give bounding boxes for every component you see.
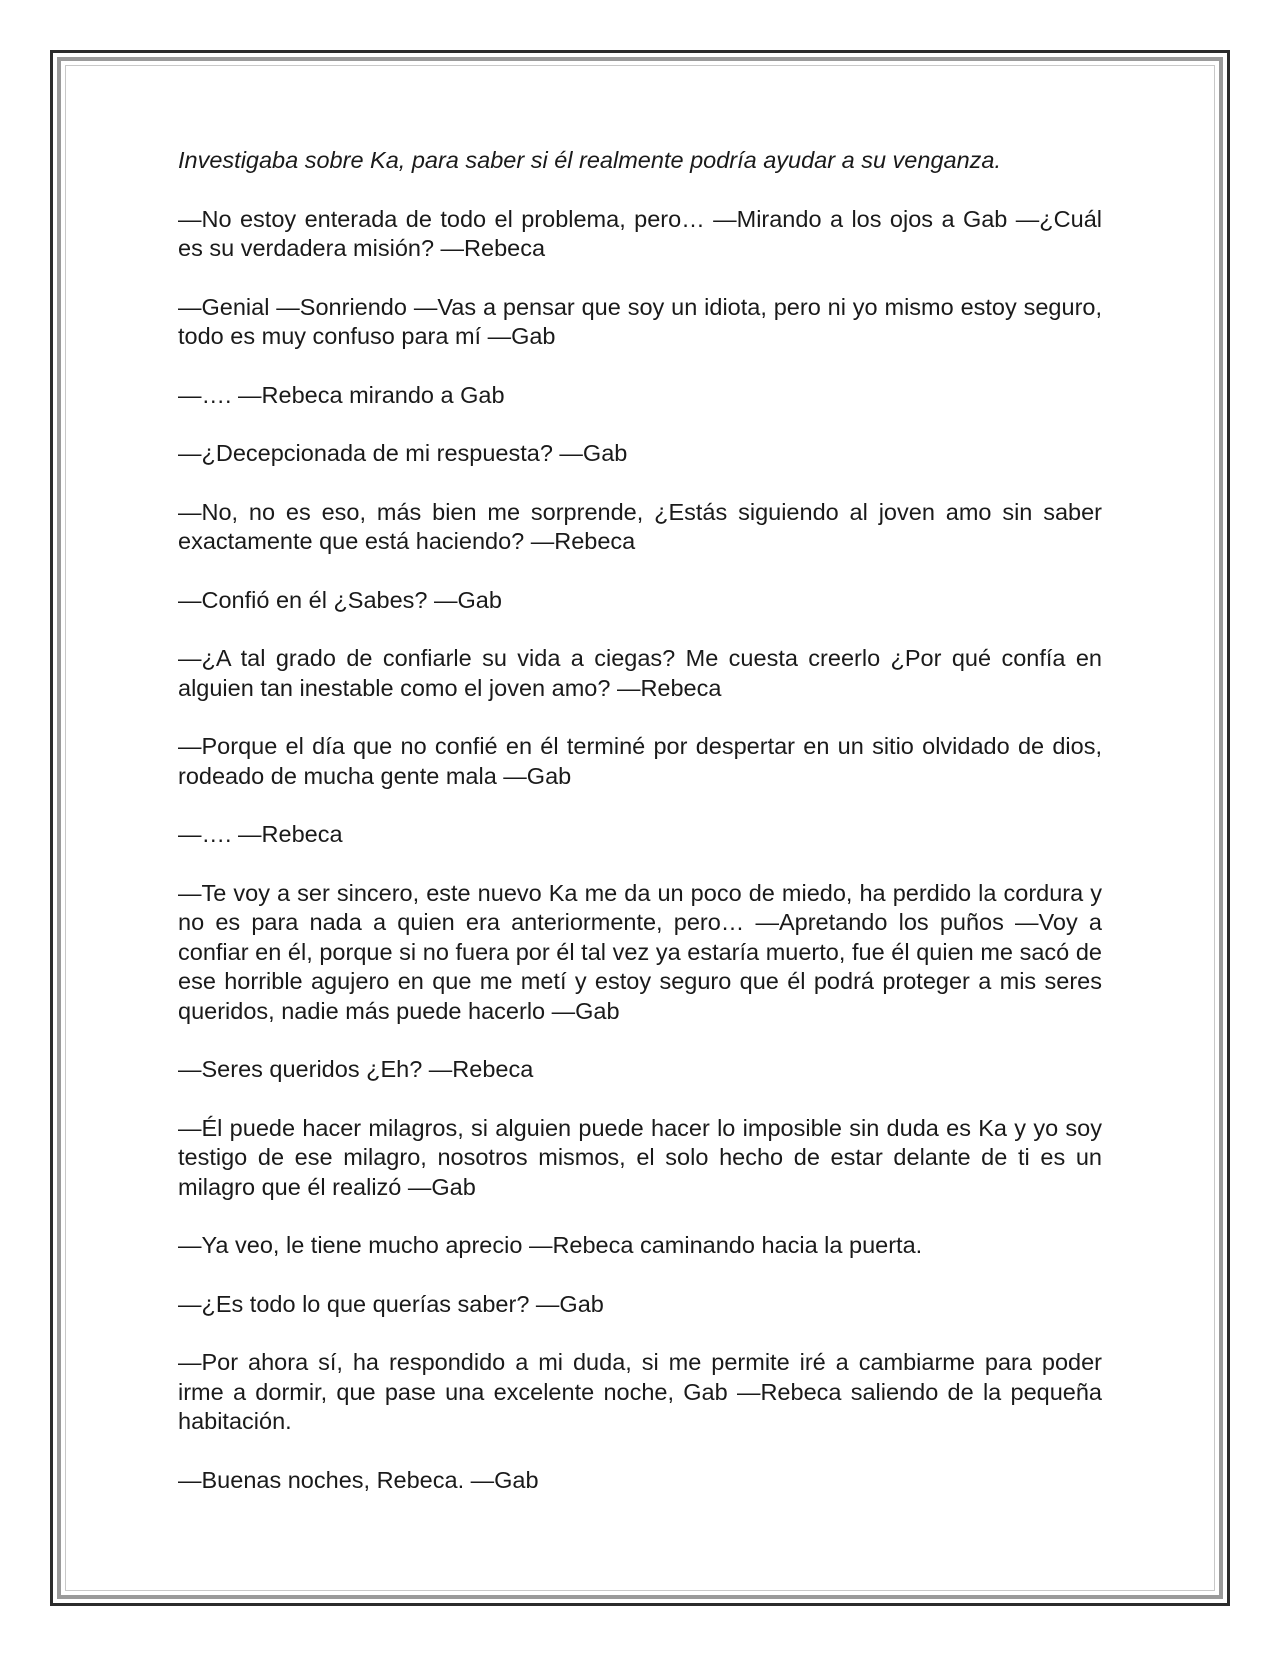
dialogue-paragraph: —Seres queridos ¿Eh? —Rebeca [178, 1056, 534, 1082]
document-body [178, 146, 1102, 1524]
dialogue-paragraph: —Confió en él ¿Sabes? —Gab [178, 586, 502, 613]
dialogue-paragraph: —Buenas noches, Rebeca. —Gab [178, 1466, 539, 1493]
dialogue-paragraph: —¿A tal grado de confiarle su vida a ciegas? Me cuesta creerlo ¿Por qué confía en alguien tan inestable como el joven amo? —Rebeca [178, 645, 1102, 701]
dialogue-paragraph: —Ya veo, le tiene mucho aprecio —Rebeca caminando hacia la puerta. [178, 1232, 923, 1258]
dialogue-paragraph: —No estoy enterada de todo el problema, pero… —Mirando a los ojos a Gab —¿Cuál es su verdadera misión? —Rebeca [178, 205, 1102, 261]
intro-paragraph: Investigaba sobre Ka, para saber si él realmente podría ayudar a su venganza. [178, 147, 1002, 173]
dialogue-paragraph: —Porque el día que no confié en él terminé por despertar en un sitio olvidado de dios, rodeado de mucha gente mala —Gab [178, 733, 1102, 789]
dialogue-paragraph: —Por ahora sí, ha respondido a mi duda, si me permite iré a cambiarme para poder irme a dormir, que pase una excelente noche, Gab —Rebeca saliendo de la pequeña habitación. [178, 1349, 1102, 1434]
dialogue-paragraph: —¿Es todo lo que querías saber? —Gab [178, 1290, 604, 1317]
dialogue-paragraph: —Te voy a ser sincero, este nuevo Ka me da un poco de miedo, ha perdido la cordura y no es para nada a quien era anteriormente, pero… —Apretando los puños —Voy a confiar en él, porque si no fuera por él tal vez ya estaría muerto, fue él quien me sacó de ese horrible agujero en que me metí y estoy seguro que él podrá proteger a mis seres queridos, nadie más puede hacerlo —Gab [178, 879, 1102, 1024]
dialogue-paragraph: —Él puede hacer milagros, si alguien puede hacer lo imposible sin duda es Ka y yo soy testigo de ese milagro, nosotros mismos, el solo hecho de estar delante de ti es un milagro que él realizó —Gab [178, 1114, 1102, 1200]
dialogue-paragraph: —…. —Rebeca mirando a Gab [178, 381, 505, 408]
dialogue-paragraph: —…. —Rebeca [178, 821, 343, 847]
dialogue-paragraph: —Genial —Sonriendo —Vas a pensar que soy un idiota, pero ni yo mismo estoy seguro, todo es muy confuso para mí —Gab [178, 293, 1102, 349]
dialogue-paragraph: —¿Decepcionada de mi respuesta? —Gab [178, 440, 628, 466]
dialogue-paragraph: —No, no es eso, más bien me sorprende, ¿Estás siguiendo al joven amo sin saber exactamente que está haciendo? —Rebeca [178, 498, 1102, 554]
